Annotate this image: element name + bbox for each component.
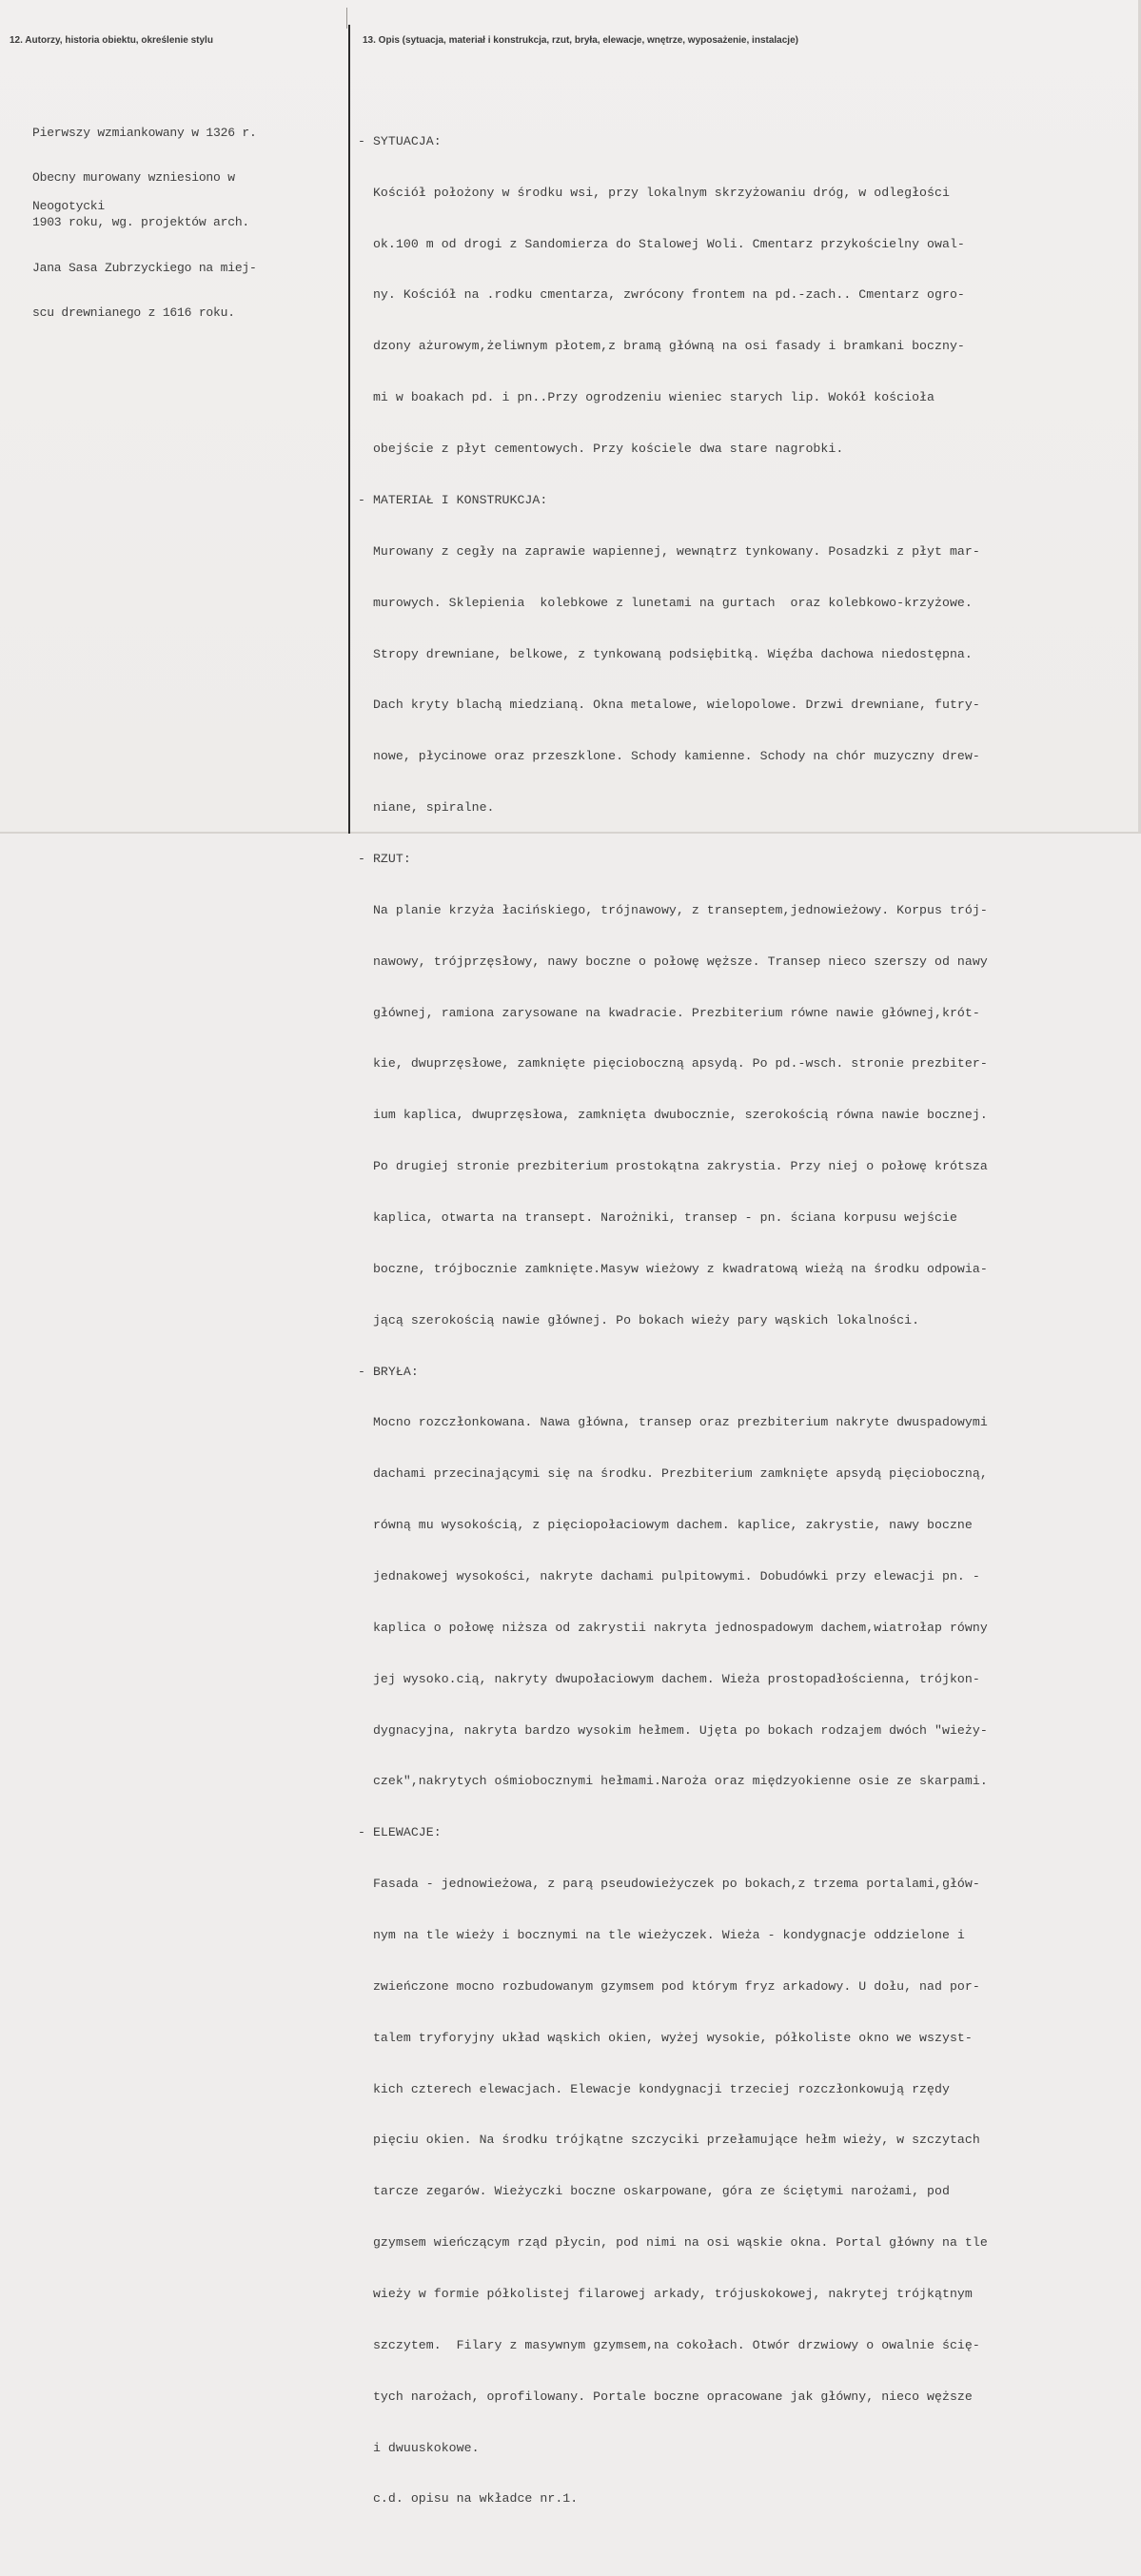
description-line: mi w boakach pd. i pn..Przy ogrodzeniu wieniec starych lip. Wokół kościoła bbox=[358, 390, 935, 405]
description-line: wieży w formie półkolistej filarowej arkady, trójuskokowej, nakrytej trójkątnym bbox=[358, 2287, 973, 2301]
description-line: Dach kryty blachą miedzianą. Okna metalowe, wielopolowe. Drzwi drewniane, futry- bbox=[358, 698, 980, 713]
description-line: czek",nakrytych ośmiobocznymi hełmami.Naroża oraz międzyokienne osie ze skarpami. bbox=[358, 1774, 988, 1789]
description-line: - MATERIAŁ I KONSTRUKCJA: bbox=[358, 492, 548, 507]
description-line: - SYTUACJA: bbox=[358, 133, 442, 148]
description-text bbox=[358, 99, 988, 2576]
description-line: jącą szerokością nawie głównej. Po bokach wieży pary wąskich lokalności. bbox=[358, 1312, 920, 1327]
description-line: i dwuuskokowe. bbox=[358, 2440, 480, 2455]
description-line: pięciu okien. Na środku trójkątne szczyciki przełamujące hełm wieży, w szczytach bbox=[358, 2133, 980, 2148]
description-line: ium kaplica, dwuprzęsłowa, zamknięta dwubocznie, szerokością równa nawie bocznej. bbox=[358, 1108, 988, 1123]
description-line: nym na tle wieży i bocznymi na tle wieżyczek. Wieża - kondygnacje oddzielone i bbox=[358, 1927, 965, 1942]
description-line: - ELEWACJE: bbox=[358, 1825, 442, 1840]
description-line: kaplica, otwarta na transept. Narożniki, transep - pn. ściana korpusu wejście bbox=[358, 1209, 957, 1225]
description-line: kich czterech elewacjach. Elewacje kondygnacji trzeciej rozczłonkowują rzędy bbox=[358, 2081, 950, 2096]
description-line: - BRYŁA: bbox=[358, 1364, 419, 1379]
description-line: dzony ażurowym,żeliwnym płotem,z bramą główną na osi fasady i bramkani boczny- bbox=[358, 339, 965, 354]
description-line: Kościół położony w środku wsi, przy lokalnym skrzyżowaniu dróg, w odległości bbox=[358, 185, 950, 200]
column-divider-top bbox=[346, 8, 347, 29]
description-line: Fasada - jednowieżowa, z parą pseudowieżyczek po bokach,z trzema portalami,głów- bbox=[358, 1877, 980, 1892]
description-line: obejście z płyt cementowych. Przy kościele dwa stare nagrobki. bbox=[358, 442, 844, 457]
history-line: scu drewnianego z 1616 roku. bbox=[32, 305, 235, 321]
description-line: gzymsem wieńczącym rząd płycin, pod nimi na osi wąskie okna. Portal główny na tle bbox=[358, 2235, 988, 2251]
history-line: Jana Sasa Zubrzyckiego na miej- bbox=[32, 260, 257, 275]
description-line: boczne, trójbocznie zamknięte.Masyw wieżowy z kwadratową wieżą na środku odpowia- bbox=[358, 1261, 988, 1276]
section-13-header: 13. Opis (sytuacja, materiał i konstrukcja, rzut, bryła, elewacje, wnętrze, wyposażenie, instalacje) bbox=[363, 35, 798, 46]
description-line: jednakowej wysokości, nakryte dachami pulpitowymi. Dobudówki przy elewacji pn. - bbox=[358, 1568, 980, 1583]
description-line: dachami przecinającymi się na środku. Prezbiterium zamknięte apsydą pięcioboczną, bbox=[358, 1466, 988, 1482]
history-line: 1903 roku, wg. projektów arch. bbox=[32, 215, 250, 230]
section-12-header: 12. Autorzy, historia obiektu, określenie stylu bbox=[10, 35, 213, 46]
description-line: niane, spiralne. bbox=[358, 800, 495, 816]
description-line: ny. Kościół na .rodku cmentarza, zwrócony frontem na pd.-zach.. Cmentarz ogro- bbox=[358, 287, 965, 303]
description-line: Na planie krzyża łacińskiego, trójnawowy, z transeptem,jednowieżowy. Korpus trój- bbox=[358, 902, 988, 917]
description-line: ok.100 m od drogi z Sandomierza do Stalowej Woli. Cmentarz przykościelny owal- bbox=[358, 236, 965, 251]
description-line: Po drugiej stronie prezbiterium prostokątna zakrystia. Przy niej o połowę krótsza bbox=[358, 1159, 988, 1174]
description-line: szczytem. Filary z masywnym gzymsem,na cokołach. Otwór drzwiowy o owalnie ścię- bbox=[358, 2337, 980, 2352]
description-line: murowych. Sklepienia kolebkowe z lunetami na gurtach oraz kolebkowo-krzyżowe. bbox=[358, 595, 973, 610]
history-line: Obecny murowany wzniesiono w bbox=[32, 169, 235, 185]
description-line: kie, dwuprzęsłowe, zamknięte pięcioboczną apsydą. Po pd.-wsch. stronie prezbiter- bbox=[358, 1056, 988, 1072]
description-line: zwieńczone mocno rozbudowanym gzymsem pod którym fryz arkadowy. U dołu, nad por- bbox=[358, 1978, 980, 1994]
description-line: nowe, płycinowe oraz przeszklone. Schody kamienne. Schody na chór muzyczny drew- bbox=[358, 749, 980, 764]
description-line: równą mu wysokością, z pięciopołaciowym dachem. kaplice, zakrystie, nawy boczne bbox=[358, 1518, 973, 1533]
column-divider bbox=[348, 25, 350, 834]
description-line: kaplica o połowę niższa od zakrystii nakryta jednospadowym dachem,wiatrołap równy bbox=[358, 1620, 988, 1635]
description-line: talem tryforyjny układ wąskich okien, wyżej wysokie, półkoliste okno we wszyst- bbox=[358, 2030, 973, 2045]
description-line: nawowy, trójprzęsłowy, nawy boczne o połowę węższe. Transep nieco szerszy od nawy bbox=[358, 954, 988, 969]
description-line: c.d. opisu na wkładce nr.1. bbox=[358, 2491, 579, 2507]
description-line: tarcze zegarów. Wieżyczki boczne oskarpowane, góra ze ściętymi narożami, pod bbox=[358, 2184, 950, 2199]
description-line: dygnacyjna, nakryta bardzo wysokim hełmem. Ujęta po bokach rodzajem dwóch "wieży- bbox=[358, 1722, 988, 1738]
description-line: Stropy drewniane, belkowe, z tynkowaną podsiębitką. Więźba dachowa niedostępna. bbox=[358, 646, 973, 661]
description-line: Mocno rozczłonkowana. Nawa główna, transep oraz prezbiterium nakryte dwuspadowymi bbox=[358, 1415, 988, 1430]
history-text bbox=[32, 95, 257, 351]
description-line: jej wysoko.cią, nakryty dwupołaciowym dachem. Wieża prostopadłościenna, trójkon- bbox=[358, 1671, 980, 1686]
description-line: głównej, ramiona zarysowane na kwadracie. Prezbiterium równe nawie głównej,krót- bbox=[358, 1005, 980, 1020]
description-line: tych narożach, oprofilowany. Portale boczne opracowane jak główny, nieco węższe bbox=[358, 2389, 973, 2404]
history-line: Pierwszy wzmiankowany w 1326 r. bbox=[32, 125, 257, 140]
style-designation: Neogotycki bbox=[32, 199, 106, 213]
description-line: Murowany z cegły na zaprawie wapiennej, wewnątrz tynkowany. Posadzki z płyt mar- bbox=[358, 543, 980, 559]
description-line: - RZUT: bbox=[358, 851, 411, 866]
